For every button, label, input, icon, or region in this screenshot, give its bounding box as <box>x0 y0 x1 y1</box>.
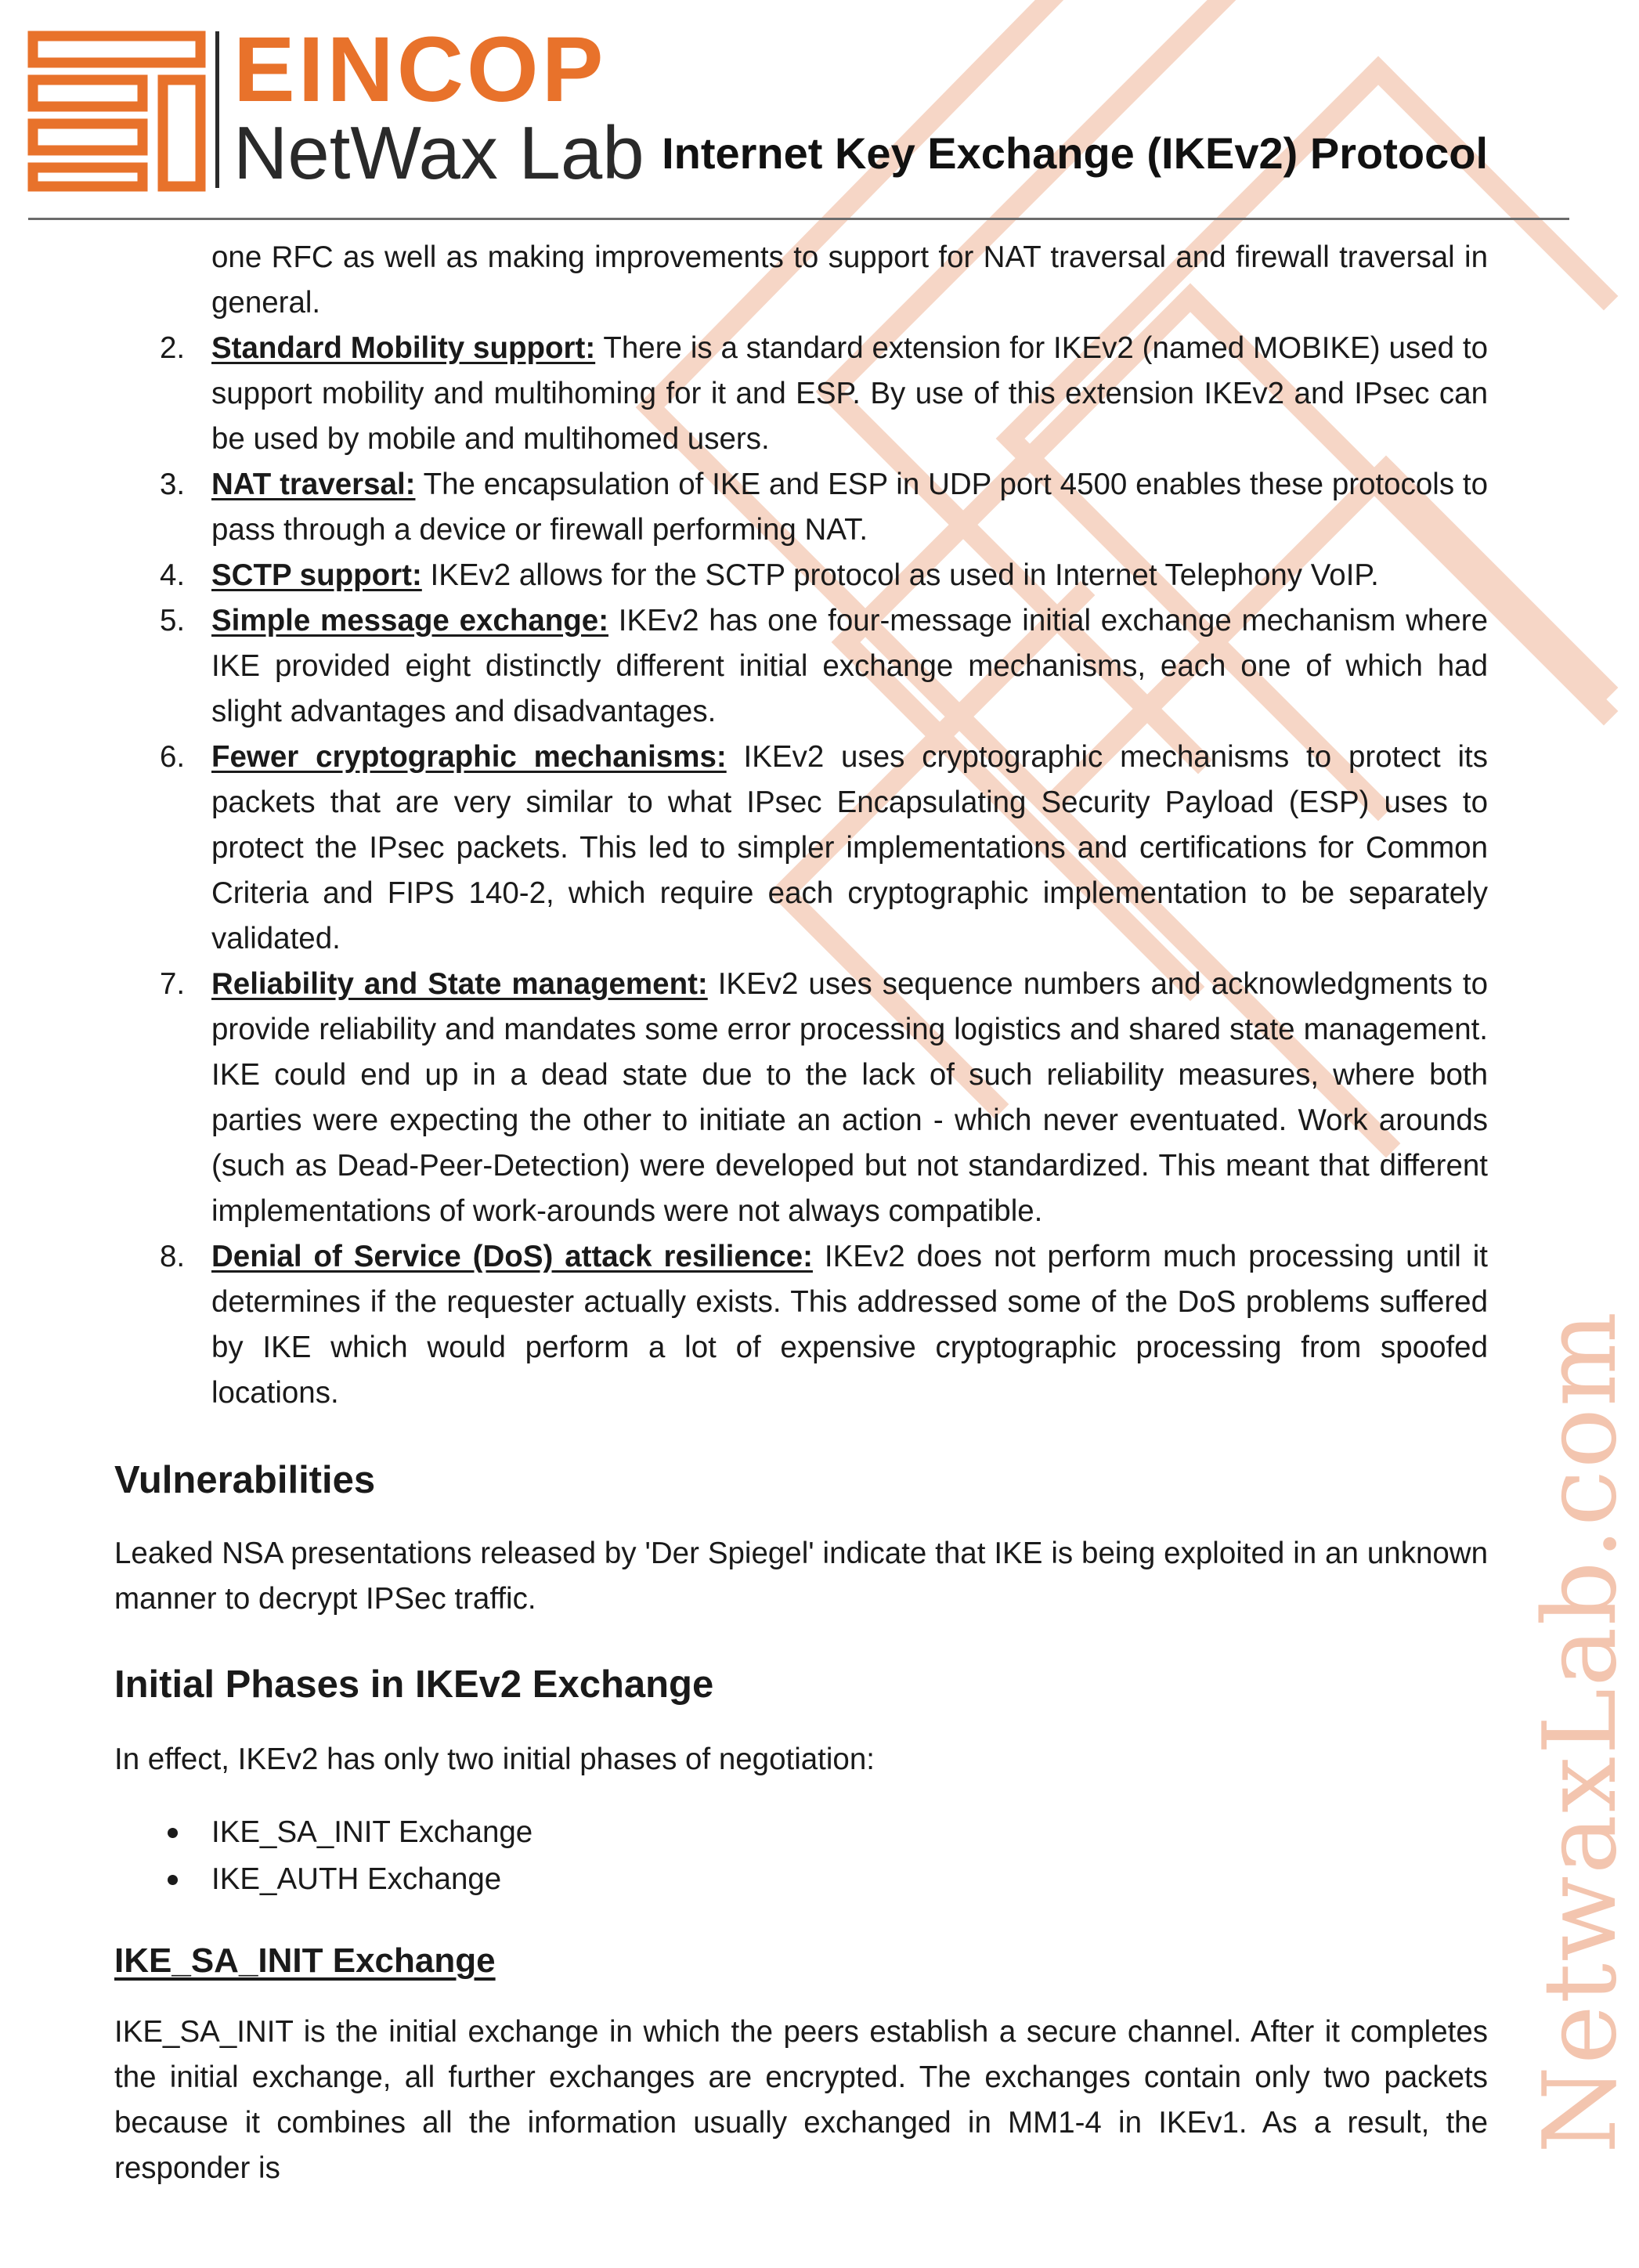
list-item <box>114 1234 1488 1416</box>
vulnerabilities-heading: Vulnerabilities <box>114 1459 376 1501</box>
list-item-text: IKEv2 does not perform much processing until it determines if the requester actually exists. This addressed some of the DoS problems suffered by IKE which would perform a lot of expensive cryptographic processing from spoofed locations. <box>211 1240 1488 1410</box>
list-item-text: IKEv2 has one four-message initial exchange mechanism where IKE provided eight distinctly different initial exchange mechanisms, each one of which had slight advantages and disadvantages. <box>211 604 1488 728</box>
list-item-lead: NAT traversal: <box>211 468 416 501</box>
list-item <box>114 962 1488 1234</box>
list-item-lead: Denial of Service (DoS) attack resilience: <box>211 1240 813 1273</box>
initial-phases-heading: Initial Phases in IKEv2 Exchange <box>114 1663 714 1706</box>
list-item <box>114 1856 1488 1903</box>
ikev2-improvements-list <box>114 326 1488 1416</box>
netwaxlab-watermark: NetwaxLab.com <box>1522 1309 1639 2154</box>
logo-wordmark-eincop: EINCOP <box>233 18 607 121</box>
initial-phases-list <box>114 1809 1488 1903</box>
item-1-continuation: one RFC as well as making improvements to support for NAT traversal and firewall traversal in general. <box>211 240 1488 320</box>
list-item-number: 5. <box>160 604 186 637</box>
list-item-number: 3. <box>160 468 186 501</box>
list-item-number: 4. <box>160 558 186 592</box>
list-item-number: 6. <box>160 740 186 774</box>
list-item-number: 8. <box>160 1240 186 1273</box>
list-item-lead: Simple message exchange: <box>211 604 609 637</box>
list-item-number: 7. <box>160 967 186 1001</box>
list-item <box>114 553 1488 598</box>
list-item-text: IKE_AUTH Exchange <box>211 1862 502 1896</box>
logo-divider <box>215 31 219 188</box>
list-item <box>114 462 1488 553</box>
ike-sa-init-paragraph: IKE_SA_INIT is the initial exchange in which the peers establish a secure channel. After it completes the initial exchange, all further exchanges are encrypted. The exchanges contain only two packets because it combines all the information usually exchanged in MM1-4 in IKEv1. As a result, the responder is <box>114 2015 1488 2185</box>
eincop-logo-icon <box>28 31 208 192</box>
list-item-text: IKE_SA_INIT Exchange <box>211 1815 533 1849</box>
bullet-icon <box>168 1875 178 1885</box>
page-header <box>0 0 1604 227</box>
list-item-text: IKEv2 uses sequence numbers and acknowledgments to provide reliability and mandates some error processing logistics and shared state management. IKE could end up in a dead state due to the lack of such reliability measures, where both parties were expecting the other to initiate an action - which never eventuated. Work arounds (such as Dead-Peer-Detection) were developed but not standardized. This meant that different implementations of work-arounds were not always compatible. <box>211 967 1488 1228</box>
list-item-text: The encapsulation of IKE and ESP in UDP port 4500 enables these protocols to pass through a device or firewall performing NAT. <box>211 468 1489 547</box>
document-title: Internet Key Exchange (IKEv2) Protocol <box>662 128 1488 178</box>
logo-wordmark-netwax-lab: NetWax Lab <box>233 111 644 195</box>
list-item-lead: Reliability and State management: <box>211 967 708 1001</box>
list-item-lead: Standard Mobility support: <box>211 331 596 365</box>
list-item <box>114 1809 1488 1856</box>
list-item-text: IKEv2 uses cryptographic mechanisms to protect its packets that are very similar to what IPsec Encapsulating Security Payload (ESP) uses to protect the IPsec packets. This led to simpler implementations and certifications for Common Criteria and FIPS 140-2, which require each cryptographic implementation to be separately validated. <box>211 740 1488 955</box>
list-item-lead: SCTP support: <box>211 558 422 592</box>
header-rule <box>28 218 1569 220</box>
list-item-text: There is a standard extension for IKEv2 (named MOBIKE) used to support mobility and multihoming for it and ESP. By use of this extension IKEv2 and IPsec can be used by mobile and multihomed users. <box>211 331 1488 456</box>
initial-phases-intro: In effect, IKEv2 has only two initial phases of negotiation: <box>114 1743 875 1776</box>
document-body <box>114 235 1488 2191</box>
list-item-text: IKEv2 allows for the SCTP protocol as used in Internet Telephony VoIP. <box>421 558 1379 592</box>
list-item <box>114 598 1488 735</box>
ike-sa-init-heading: IKE_SA_INIT Exchange <box>114 1941 496 1980</box>
bullet-icon <box>168 1828 178 1838</box>
list-item <box>114 735 1488 962</box>
list-item-lead: Fewer cryptographic mechanisms: <box>211 740 727 774</box>
list-item-number: 2. <box>160 331 186 365</box>
list-item <box>114 326 1488 462</box>
vulnerabilities-paragraph: Leaked NSA presentations released by 'Der Spiegel' indicate that IKE is being exploited in an unknown manner to decrypt IPSec traffic. <box>114 1537 1488 1616</box>
